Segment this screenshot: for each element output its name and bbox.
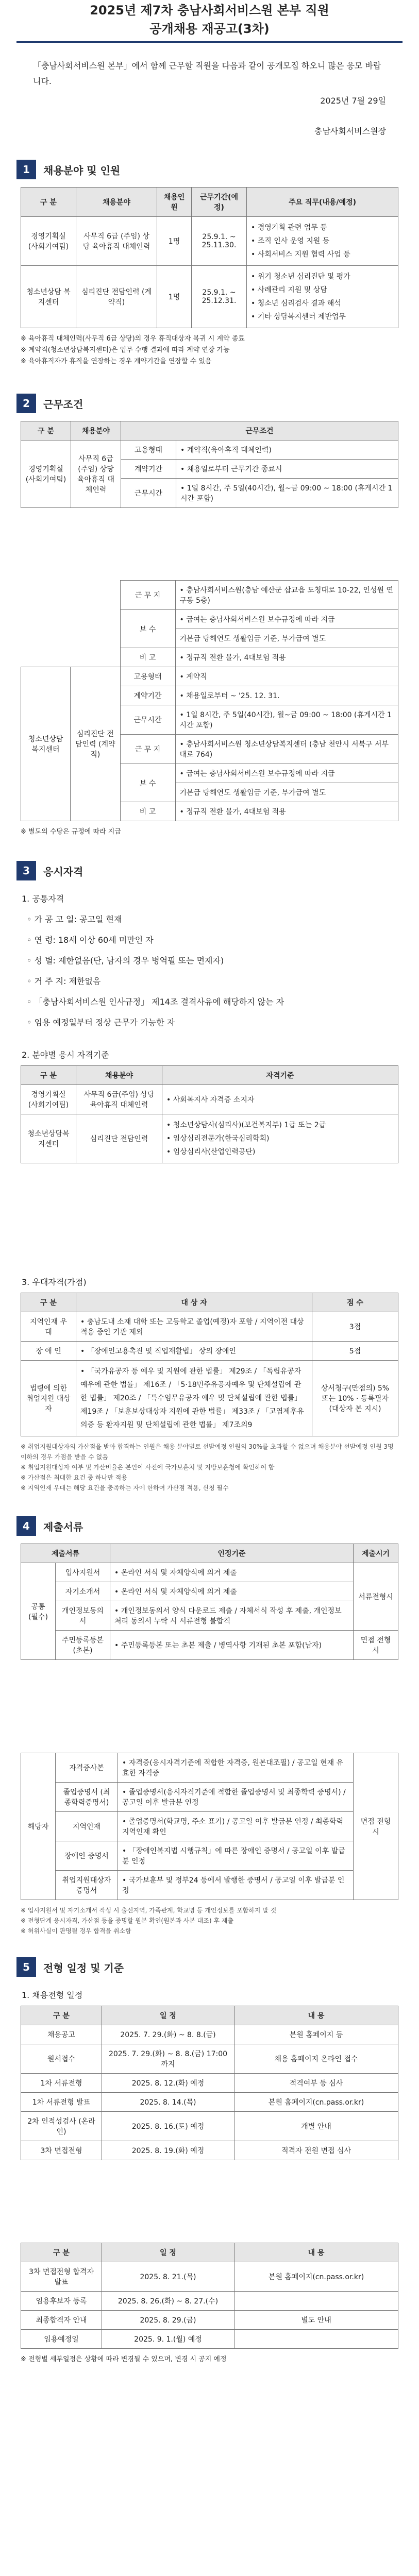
- organization-name: 충남사회서비스원장: [314, 126, 386, 136]
- table-row: [21, 2044, 398, 2074]
- table-row: [21, 1582, 398, 1601]
- table-cell: 근 무 지: [120, 581, 175, 610]
- table-cell: 심리진단 전담인력 (계약직): [76, 266, 157, 328]
- table-cell: 기본급 당해연도 생활임금 기준, 부가급여 별도: [175, 629, 398, 648]
- note-line: ※ 입사지원서 및 자기소개서 작성 시 출신지역, 가족관계, 학교명 등 개인정보를 포함하지 말 것: [21, 1907, 277, 1914]
- table-row: [21, 2074, 398, 2093]
- table-cell: 25.9.1. ~ 25.11.30.: [192, 217, 247, 266]
- table-header: 제출시기: [354, 1544, 398, 1563]
- table-cell: 지역인재: [56, 1812, 118, 1841]
- note-line: ※ 취업지원대상자의 가산점을 받아 합격하는 인원은 채용 분야별로 선발예정 인원의 30%를 초과할 수 없으며 채용분야 선발예정 인원 3명 이하의 경우 가점을 받을 수 없음: [21, 1443, 394, 1461]
- table-cell: 자기소개서: [56, 1582, 110, 1601]
- section-header: [16, 1955, 403, 1979]
- section-title: 응시자격: [43, 865, 83, 878]
- table-header: 채용인원: [157, 188, 192, 217]
- table-cell: • 급여는 충남사회서비스원 보수규정에 따라 지급: [175, 764, 398, 783]
- table-cell: 고용형태: [121, 440, 176, 460]
- table-cell: 1차 서류전형: [21, 2074, 102, 2093]
- requirement-line: • 임상심리사(산업인력공단): [166, 1148, 256, 1156]
- qualification-item: ◦ 성 별: 제한없음(단, 남자의 경우 병역필 또는 면제자): [27, 956, 224, 965]
- documents-notes: [21, 1905, 398, 1936]
- table-cell: 고용형태: [120, 667, 175, 686]
- table-cell: 2차 인적성검사 (온라인): [21, 2112, 102, 2141]
- subheading: 3. 우대자격(가점): [22, 1277, 87, 1287]
- note-line: ※ 전형단계 응시자격, 가산점 등을 증명할 원본 확인(원본과 사본 대조) 후 제출: [21, 1917, 233, 1924]
- schedule-table-continued: [21, 2243, 398, 2349]
- table-cell: 해당자: [21, 1753, 56, 1900]
- work-note: ※ 별도의 수당은 규정에 따라 지급: [21, 828, 121, 836]
- table-cell: 2025. 8. 26.(화) ~ 8. 27.(수): [102, 2292, 234, 2311]
- recruit-table: [21, 187, 398, 328]
- table-header: 일 정: [102, 2243, 234, 2262]
- requirement-line: • 청소년상담사(심리사)(보건복지부) 1급 또는 2급: [166, 1121, 326, 1129]
- table-header: 내 용: [234, 2006, 398, 2025]
- table-cell: 사무직 6급 (주임) 상당 육아휴직 대체인력: [76, 217, 157, 266]
- table-header: 구 분: [21, 421, 71, 440]
- note-line: ※ 지역인재 우대는 해당 요건을 충족하는 자에 한하여 가산점 적용, 신청 필수: [21, 1484, 229, 1492]
- table-header: 구 분: [21, 188, 76, 217]
- table-header: 근무기간(예정): [192, 188, 247, 217]
- table-cell: • 자격증(응시자격기준에 적합한 자격증, 원본대조필) / 공고일 현재 유효한 자격증: [118, 1753, 354, 1783]
- work-table-continued: [21, 580, 398, 821]
- qualification-item: ◦ 거 주 지: 제한없음: [27, 976, 101, 986]
- table-row: [21, 1361, 398, 1436]
- table-cell: 원서접수: [21, 2044, 102, 2074]
- table-cell: • 1일 8시간, 주 5일(40시간), 월~금 09:00 ~ 18:00 (휴게시간 1시간 포함): [176, 479, 398, 508]
- table-cell: • 「장애인복지법 시행규칙」에 따른 장애인 증명서 / 공고일 이후 발급분 인정: [118, 1841, 354, 1871]
- table-header: 제출서류: [21, 1544, 110, 1563]
- table-cell: 3점: [312, 1312, 398, 1342]
- table-header: 구 분: [21, 1066, 76, 1085]
- table-cell: 1명: [157, 217, 192, 266]
- table-cell: 본원 홈페이지(cn.pass.or.kr): [234, 2262, 398, 2292]
- table-cell: • 국가보훈부 및 정부24 등에서 발행한 증명서 / 공고일 이후 발급분 인정: [118, 1871, 354, 1900]
- recruit-notes: [21, 333, 398, 367]
- table-cell: 3차 면접전형: [21, 2141, 102, 2160]
- table-cell: 사무직 6급(주임) 상당 육아휴직 대체인력: [71, 440, 121, 508]
- subheading: 1. 공통자격: [22, 894, 64, 904]
- table-header: 구 분: [21, 1293, 76, 1312]
- table-cell: 보 수: [120, 610, 175, 648]
- table-cell: • 정규직 전환 불가, 4대보험 적용: [175, 802, 398, 821]
- table-cell: • 졸업증명서(응시자격기준에 적합한 졸업증명서 및 최종학력 증명서) / 공고일 이후 발급분 인정: [118, 1783, 354, 1812]
- table-row: [21, 2292, 398, 2311]
- note-line: ※ 가산점은 최대한 요건 중 하나만 적용: [21, 1474, 127, 1481]
- table-cell: • 사회복지사 자격증 소지자: [162, 1085, 398, 1114]
- table-row: [21, 2141, 398, 2160]
- table-cell: • 계약직(육아휴직 대체인력): [176, 440, 398, 460]
- table-row: [21, 2262, 398, 2292]
- table-cell: 임용후보자 등록: [21, 2292, 102, 2311]
- title-line-1: 2025년 제7차 충남사회서비스원 본부 직원: [90, 3, 329, 18]
- table-cell: 공통 (필수): [21, 1563, 56, 1660]
- table-row: [21, 581, 398, 610]
- table-row: [21, 1631, 398, 1660]
- table-cell: 2025. 8. 12.(화) 예정: [102, 2074, 234, 2093]
- table-cell: 채용 홈페이지 온라인 접수: [234, 2044, 398, 2074]
- table-cell: 2025. 8. 29.(금): [102, 2311, 234, 2330]
- table-row: [21, 1841, 398, 1871]
- table-cell: 2025. 8. 19.(화) 예정: [102, 2141, 234, 2160]
- section-header: [16, 858, 403, 883]
- table-cell: 별도 안내: [234, 2311, 398, 2330]
- table-row: [21, 2025, 398, 2044]
- table-row: [21, 2330, 398, 2349]
- requirement-line: • 임상심리전문가(한국심리학회): [166, 1134, 270, 1143]
- table-cell: • 계약직: [175, 667, 398, 686]
- notice-title: [0, 0, 419, 35]
- note-line: ※ 취업지원대상자 여부 및 가산비율은 본인이 사전에 국가보훈처 및 지방보훈청에 확인하여 함: [21, 1464, 275, 1471]
- section-title: 전형 일정 및 기준: [43, 1961, 124, 1974]
- section-number: 1: [16, 160, 36, 179]
- table-header: 대 상 자: [76, 1293, 312, 1312]
- schedule-table: [21, 2006, 398, 2160]
- table-cell: 자격증사본: [56, 1753, 118, 1783]
- schedule-note: ※ 전형별 세부일정은 상황에 따라 변경될 수 있으며, 변경 시 공지 예정: [21, 2355, 227, 2363]
- subheading: 1. 채용전형 일정: [22, 1990, 83, 2000]
- table-cell: 적격자 전원 면접 심사: [234, 2141, 398, 2160]
- table-cell: [162, 1114, 398, 1163]
- qualification-item: ◦ 「충남사회서비스원 인사규정」 제14조 결격사유에 해당하지 않는 자: [27, 997, 284, 1007]
- table-cell: 기본급 당해연도 생활임금 기준, 부가급여 별도: [175, 783, 398, 802]
- table-row: [21, 266, 398, 328]
- section-header: [16, 157, 403, 182]
- subheading: 2. 분야별 응시 자격기준: [22, 1050, 109, 1060]
- table-cell: [247, 266, 398, 328]
- table-row: [21, 1753, 398, 1783]
- table-cell: [234, 2330, 398, 2349]
- table-row: [21, 1342, 398, 1361]
- bonus-notes: [21, 1442, 398, 1493]
- section-title: 채용분야 및 인원: [43, 164, 121, 177]
- qualification-item: ◦ 임용 예정일부터 정상 근무가 가능한 자: [27, 1018, 175, 1027]
- table-cell: 개인정보동의서: [56, 1601, 110, 1631]
- table-cell: • 「장애인고용촉진 및 직업재활법」 상의 장애인: [76, 1342, 312, 1361]
- table-header: 주요 직무(내용/예정): [247, 188, 398, 217]
- table-cell: • 1일 8시간, 주 5일(40시간), 월~금 09:00 ~ 18:00 (휴게시간 1시간 포함): [175, 705, 398, 735]
- table-header: 구 분: [21, 2243, 102, 2262]
- table-cell: 근무시간: [121, 479, 176, 508]
- table-cell: 최종합격자 안내: [21, 2311, 102, 2330]
- table-cell: 2025. 8. 14.(목): [102, 2093, 234, 2112]
- table-cell: 청소년상담복지센터: [21, 667, 71, 821]
- table-header: 채용분야: [76, 188, 157, 217]
- table-cell: 경영기획실 (사회기여팀): [21, 440, 71, 508]
- title-rule: [16, 41, 403, 43]
- table-cell: 3차 면접전형 합격자 발표: [21, 2262, 102, 2292]
- table-cell: 2025. 8. 16.(토) 예정: [102, 2112, 234, 2141]
- table-cell: 면접 전형시: [354, 1753, 398, 1900]
- table-cell: 적격여부 등 심사: [234, 2074, 398, 2093]
- table-row: [21, 1871, 398, 1900]
- table-cell: • 졸업증명서(학교명, 주소 표기) / 공고일 이후 발급분 인정 / 최종학력 지역인재 확인: [118, 1812, 354, 1841]
- table-header: 채용분야: [76, 1066, 162, 1085]
- section-header: [16, 1514, 403, 1538]
- table-header: 일 정: [102, 2006, 234, 2025]
- note-line: ※ 육아휴직자가 휴직을 연장하는 경우 계약기간을 연장할 수 있음: [21, 358, 212, 365]
- section-title: 근무조건: [43, 398, 83, 411]
- intro-text: 「충남사회서비스원 본부」에서 함께 근무할 직원을 다음과 같이 공개모집 하오니 많은 응모 바랍니다.: [33, 61, 381, 86]
- table-cell: 근 무 지: [120, 735, 175, 764]
- field-qualification-table: [21, 1065, 398, 1163]
- table-cell: 1명: [157, 266, 192, 328]
- table-header: 인정기준: [110, 1544, 354, 1563]
- table-cell: • 주민등록등본 또는 초본 제출 / 병역사항 기재된 초본 포함(남자): [110, 1631, 354, 1660]
- table-cell: 2025. 7. 29.(화) ~ 8. 8.(금): [102, 2025, 234, 2044]
- table-cell: 청소년상담복지센터: [21, 1114, 76, 1163]
- table-cell: 2025. 7. 29.(화) ~ 8. 8.(금) 17:00까지: [102, 2044, 234, 2074]
- table-row: [21, 2093, 398, 2112]
- table-cell: • 채용일로부터 근무기간 종료시: [176, 460, 398, 479]
- table-cell: 경영기획실 (사회기여팀): [21, 217, 76, 266]
- duty-line: • 위기 청소년 심리진단 및 평가: [251, 273, 350, 281]
- table-cell: 비 고: [120, 802, 175, 821]
- qualification-item: ◦ 가 공 고 일: 공고일 현재: [27, 914, 122, 924]
- table-cell: • 온라인 서식 및 자체양식에 의거 제출: [110, 1582, 354, 1601]
- note-line: ※ 허위사실이 판명될 경우 합격을 취소함: [21, 1927, 131, 1935]
- common-qualifications: [27, 909, 392, 1033]
- table-cell: 사무직 6급(주임) 상당 육아휴직 대체인력: [76, 1085, 162, 1114]
- table-row: [21, 1114, 398, 1163]
- table-cell: 본원 홈페이지 등: [234, 2025, 398, 2044]
- table-header: 근무조건: [121, 421, 398, 440]
- table-cell: [234, 2292, 398, 2311]
- section-number: 3: [16, 861, 36, 880]
- table-cell: 청소년상담 복지센터: [21, 266, 76, 328]
- section-number: 4: [16, 1516, 36, 1536]
- table-cell: • 급여는 충남사회서비스원 보수규정에 따라 지급: [175, 610, 398, 629]
- table-row: [21, 1812, 398, 1841]
- table-row: [21, 440, 398, 460]
- note-line: ※ 육아휴직 대체인력(사무직 6급 상당)의 경우 휴직대상자 복귀 시 계약 종료: [21, 335, 245, 343]
- table-cell: • 온라인 서식 및 자체양식에 의거 제출: [110, 1563, 354, 1582]
- documents-table: [21, 1544, 398, 1660]
- table-row: [21, 667, 398, 686]
- table-row: [21, 1312, 398, 1342]
- table-cell: [247, 217, 398, 266]
- duty-line: • 청소년 심리검사 결과 해석: [251, 299, 341, 308]
- table-cell: 계약기간: [120, 686, 175, 705]
- table-cell: 서류전형시: [354, 1563, 398, 1631]
- duty-line: • 기타 상담복지센터 제반업무: [251, 313, 346, 321]
- table-cell: • 충남사회서비스원 청소년상담복지센터 (충남 천안시 서북구 서부대로 764): [175, 735, 398, 764]
- table-row: [21, 1783, 398, 1812]
- duty-line: • 조직 인사 운영 지원 등: [251, 237, 330, 245]
- duty-line: • 사회서비스 지원 협력 사업 등: [251, 250, 350, 259]
- table-cell: 5점: [312, 1342, 398, 1361]
- table-cell: 임용예정일: [21, 2330, 102, 2349]
- table-cell: • 정규직 전환 불가, 4대보험 적용: [175, 648, 398, 667]
- table-cell: • 충남사회서비스원(충남 예산군 삽교읍 도청대로 10-22, 인성원 연구동 5층): [175, 581, 398, 610]
- table-cell: 장 애 인: [21, 1342, 76, 1361]
- table-cell: 취업지원대상자 증명서: [56, 1871, 118, 1900]
- table-cell: 보 수: [120, 764, 175, 802]
- table-cell: 법령에 의한 취업지원 대상자: [21, 1361, 76, 1436]
- table-row: [21, 217, 398, 266]
- section-number: 5: [16, 1957, 36, 1977]
- table-cell: 심리진단 전담인력: [76, 1114, 162, 1163]
- table-cell: 졸업증명서 (최종학력증명서): [56, 1783, 118, 1812]
- bonus-table: [21, 1293, 398, 1436]
- table-cell: 본원 홈페이지(cn.pass.or.kr): [234, 2093, 398, 2112]
- table-cell: 심리진단 전담인력 (계약직): [71, 667, 121, 821]
- table-row: [21, 2311, 398, 2330]
- table-cell: • 충남도내 소재 대학 또는 고등학교 졸업(예정)자 포함 / 지역이전 대상 적용 중인 기관 제외: [76, 1312, 312, 1342]
- table-cell: 2025. 8. 21.(목): [102, 2262, 234, 2292]
- title-line-2: 공개채용 재공고(3차): [149, 22, 270, 36]
- note-line: ※ 계약직(청소년상담복지센터)은 업무 수행 결과에 따라 계약 연장 가능: [21, 346, 230, 354]
- duty-line: • 사례관리 지원 및 상담: [251, 286, 327, 294]
- table-row: [21, 1085, 398, 1114]
- table-cell: 경영기획실 (사회기여팀): [21, 1085, 76, 1114]
- table-header: 구 분: [21, 2006, 102, 2025]
- duty-line: • 경영기획 관련 업무 등: [251, 224, 327, 232]
- table-cell: 1차 서류전형 발표: [21, 2093, 102, 2112]
- table-cell: 주민등록등본 (초본): [56, 1631, 110, 1660]
- section-header: [16, 391, 403, 416]
- documents-table-continued: [21, 1753, 398, 1900]
- table-cell: 지역인재 우 대: [21, 1312, 76, 1342]
- table-header: 자격기준: [162, 1066, 398, 1085]
- table-cell: 2025. 9. 1.(월) 예정: [102, 2330, 234, 2349]
- table-header: 채용분야: [71, 421, 121, 440]
- table-cell: • 채용일로부터 ~ '25. 12. 31.: [175, 686, 398, 705]
- table-cell: 개별 안내: [234, 2112, 398, 2141]
- section-number: 2: [16, 394, 36, 413]
- table-row: [21, 2112, 398, 2141]
- table-cell: 상서청구(만점의) 5% 또는 10% · 등록필자 (대상자 본 지시): [312, 1361, 398, 1436]
- table-cell: 비 고: [120, 648, 175, 667]
- table-cell: • 개인정보동의서 양식 다운로드 제출 / 자체서식 작성 후 제출, 개인정보 처리 동의서 누락 시 서류전형 불합격: [110, 1601, 354, 1631]
- table-cell: 채용공고: [21, 2025, 102, 2044]
- table-row: [21, 1601, 398, 1631]
- table-cell: 근무시간: [120, 705, 175, 735]
- work-table: [21, 421, 398, 508]
- table-cell: 면접 전형시: [354, 1631, 398, 1660]
- table-cell: 입사지원서: [56, 1563, 110, 1582]
- section-title: 제출서류: [43, 1520, 83, 1533]
- table-cell: 장애인 증명서: [56, 1841, 118, 1871]
- table-header: 내 용: [234, 2243, 398, 2262]
- table-cell: 25.9.1. ~ 25.12.31.: [192, 266, 247, 328]
- qualification-item: ◦ 연 령: 18세 이상 60세 미만인 자: [27, 935, 154, 945]
- table-cell: 계약기간: [121, 460, 176, 479]
- table-cell: • 「국가유공자 등 예우 및 지원에 관한 법률」 제29조 / 「독립유공자예우에 관한 법률」 제16조 / 「5·18민주유공자예우 및 단체설립에 관한 법률」 제20조 / 「특수임무유공자 예우 및 단체설립에 관한 법률」 제19조 / 「보훈보상대상자 지원에 관한 법률」 제33조 / 「고엽제후유의증 등 환자지원 및 단체설립에 관한 법률」 제7조의9: [76, 1361, 312, 1436]
- table-header: 점 수: [312, 1293, 398, 1312]
- notice-date: 2025년 7월 29일: [320, 96, 386, 106]
- table-row: [21, 1563, 398, 1582]
